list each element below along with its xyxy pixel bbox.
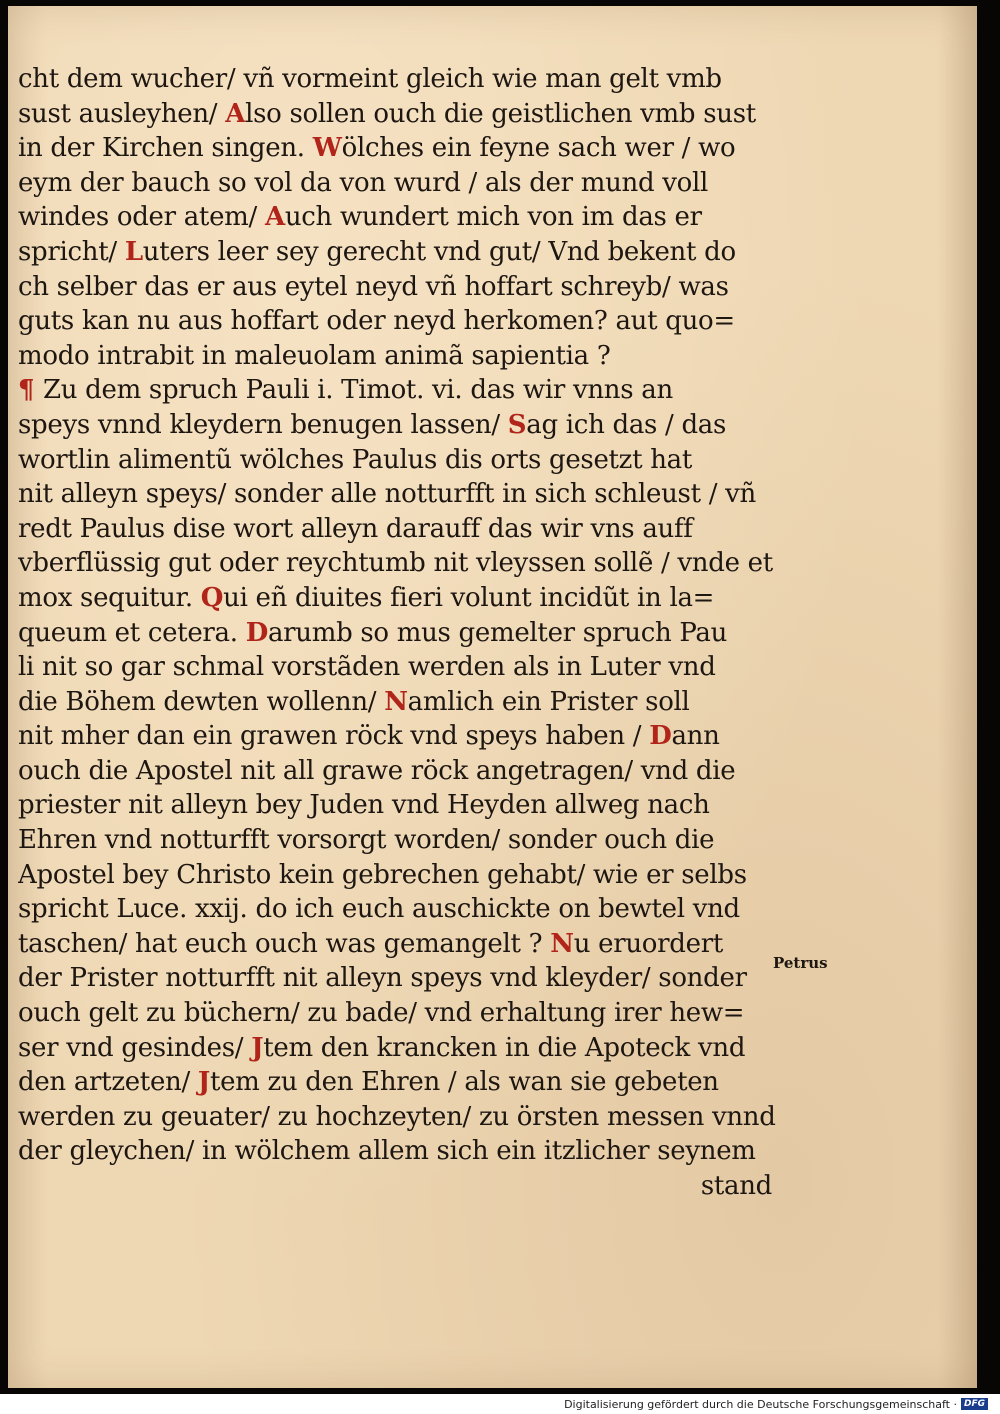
line-text: vberflüssig gut oder reychtumb nit vleyssen sollẽ / vnde et (18, 548, 773, 579)
text-line (18, 788, 778, 823)
text-line (18, 443, 778, 478)
text-line (18, 408, 778, 443)
text-line (18, 235, 778, 270)
line-text: tem zu den Ehren / als wan sie gebeten (209, 1067, 719, 1098)
line-text: ch selber das er aus eytel neyd vñ hoffart schreyb/ was (18, 271, 729, 302)
text-line (18, 961, 778, 996)
footer-credit: Digitalisierung gefördert durch die Deutsche Forschungsgemeinschaft · (564, 1397, 957, 1411)
line-text: Zu dem spruch Pauli i. Timot. vi. das wir vnns an (43, 375, 673, 406)
line-text: der gleychen/ in wölchem allem sich ein itzlicher seynem (18, 1136, 756, 1167)
line-text: li nit so gar schmal vorstãden werden als in Luter vnd (18, 652, 716, 683)
line-text: die Böhem dewten wollenn/ (18, 686, 385, 717)
line-text: ann (671, 721, 720, 752)
text-line (18, 304, 778, 339)
text-line (18, 1169, 778, 1204)
book-page (8, 6, 977, 1388)
text-line (18, 477, 778, 512)
line-text: mox sequitur. (18, 582, 201, 613)
line-text: taschen/ hat euch ouch was gemangelt ? (18, 928, 551, 959)
text-line (18, 97, 778, 132)
text-line (18, 650, 778, 685)
rubric-initial: D (245, 617, 268, 648)
line-text: werden zu geuater/ zu hochzeyten/ zu örsten messen vnnd (18, 1101, 776, 1132)
line-text: Apostel bey Christo kein gebrechen gehabt/ wie er selbs (18, 859, 747, 890)
dfg-logo-icon: DFG (961, 1398, 988, 1410)
margin-note: Petrus (773, 954, 828, 972)
text-line (18, 373, 778, 408)
text-line (18, 581, 778, 616)
text-line (18, 1134, 778, 1169)
line-text: stand (700, 1171, 772, 1201)
text-line (18, 927, 778, 962)
line-text: ser vnd gesindes/ (18, 1032, 252, 1063)
line-text: windes oder atem/ (18, 202, 265, 233)
line-text: spricht/ (18, 236, 125, 267)
text-line (18, 996, 778, 1031)
line-text: den artzeten/ (18, 1067, 198, 1098)
rubric-initial: A (225, 98, 246, 129)
line-text: eym der bauch so vol da von wurd / als der mund voll (18, 167, 709, 198)
rubric-initial: Q (200, 582, 224, 613)
line-text: uters leer sey gerecht vnd gut/ Vnd bekent do (142, 236, 736, 267)
line-text: cht dem wucher/ vñ vormeint gleich wie man gelt vmb (18, 64, 722, 94)
line-text: uch wundert mich von im das er (284, 202, 702, 233)
line-text: Ehren vnd notturfft vorsorgt worden/ sonder ouch die (18, 825, 715, 856)
rubric-initial: N (550, 928, 574, 959)
line-text: redt Paulus dise wort alleyn darauff das wir vns auff (18, 513, 693, 544)
text-line (18, 166, 778, 201)
line-text: ui eñ diuites fieri volunt incidũt in la= (223, 582, 715, 613)
line-text: ölches ein feyne sach wer / wo (341, 133, 736, 164)
line-text: nit mher dan ein grawen röck vnd speys haben / (18, 721, 650, 752)
line-text: u eruordert (573, 928, 723, 959)
rubric-initial: J (197, 1067, 210, 1098)
text-line (18, 754, 778, 789)
text-line (18, 270, 778, 305)
rubric-initial: A (264, 202, 285, 233)
line-text: wortlin alimentũ wölches Paulus dis orts gesetzt hat (18, 444, 692, 475)
line-text: lso sollen ouch die geistlichen vmb sust (245, 98, 756, 129)
rubric-initial: N (384, 686, 408, 717)
line-text: ouch die Apostel nit all grawe röck angetragen/ vnd die (18, 755, 736, 786)
digitization-footer (564, 1396, 988, 1412)
text-line (18, 1100, 778, 1135)
text-line (18, 616, 778, 651)
text-line (18, 200, 778, 235)
line-text: ouch gelt zu büchern/ zu bade/ vnd erhaltung irer hew= (18, 998, 745, 1029)
line-text: in der Kirchen singen. (18, 133, 313, 164)
line-text: modo intrabit in maleuolam animã sapientia ? (18, 340, 611, 371)
line-text: tem den krancken in die Apoteck vnd (263, 1032, 746, 1063)
text-line (18, 719, 778, 754)
line-text: nit alleyn speys/ sonder alle notturfft in sich schleust / vñ (18, 479, 756, 510)
text-block (18, 62, 778, 1204)
line-text: ag ich das / das (526, 409, 727, 440)
line-text: arumb so mus gemelter spruch Pau (267, 617, 728, 648)
line-text: priester nit alleyn bey Juden vnd Heyden allweg nach (18, 790, 710, 821)
rubric-initial: ¶ (18, 375, 43, 406)
line-text: speys vnnd kleydern benugen lassen/ (18, 409, 508, 440)
rubric-initial: W (312, 133, 342, 164)
rubric-initial: S (507, 409, 527, 440)
text-line (18, 131, 778, 166)
rubric-initial: L (124, 236, 143, 267)
text-line (18, 685, 778, 720)
text-line (18, 512, 778, 547)
text-line (18, 823, 778, 858)
text-line (18, 339, 778, 374)
line-text: der Prister notturfft nit alleyn speys vnd kleyder/ sonder (18, 963, 747, 994)
line-text: sust ausleyhen/ (18, 98, 226, 129)
line-text: spricht Luce. xxij. do ich euch auschickte on bewtel vnd (18, 894, 740, 925)
rubric-initial: D (649, 721, 672, 752)
line-text: amlich ein Prister soll (407, 686, 690, 717)
text-line (18, 858, 778, 893)
text-line (18, 1031, 778, 1066)
line-text: queum et cetera. (18, 617, 246, 648)
line-text: guts kan nu aus hoffart oder neyd herkomen? aut quo= (18, 306, 735, 337)
text-line (18, 62, 778, 97)
text-line (18, 1065, 778, 1100)
text-line (18, 546, 778, 581)
text-line (18, 892, 778, 927)
rubric-initial: J (251, 1032, 264, 1063)
